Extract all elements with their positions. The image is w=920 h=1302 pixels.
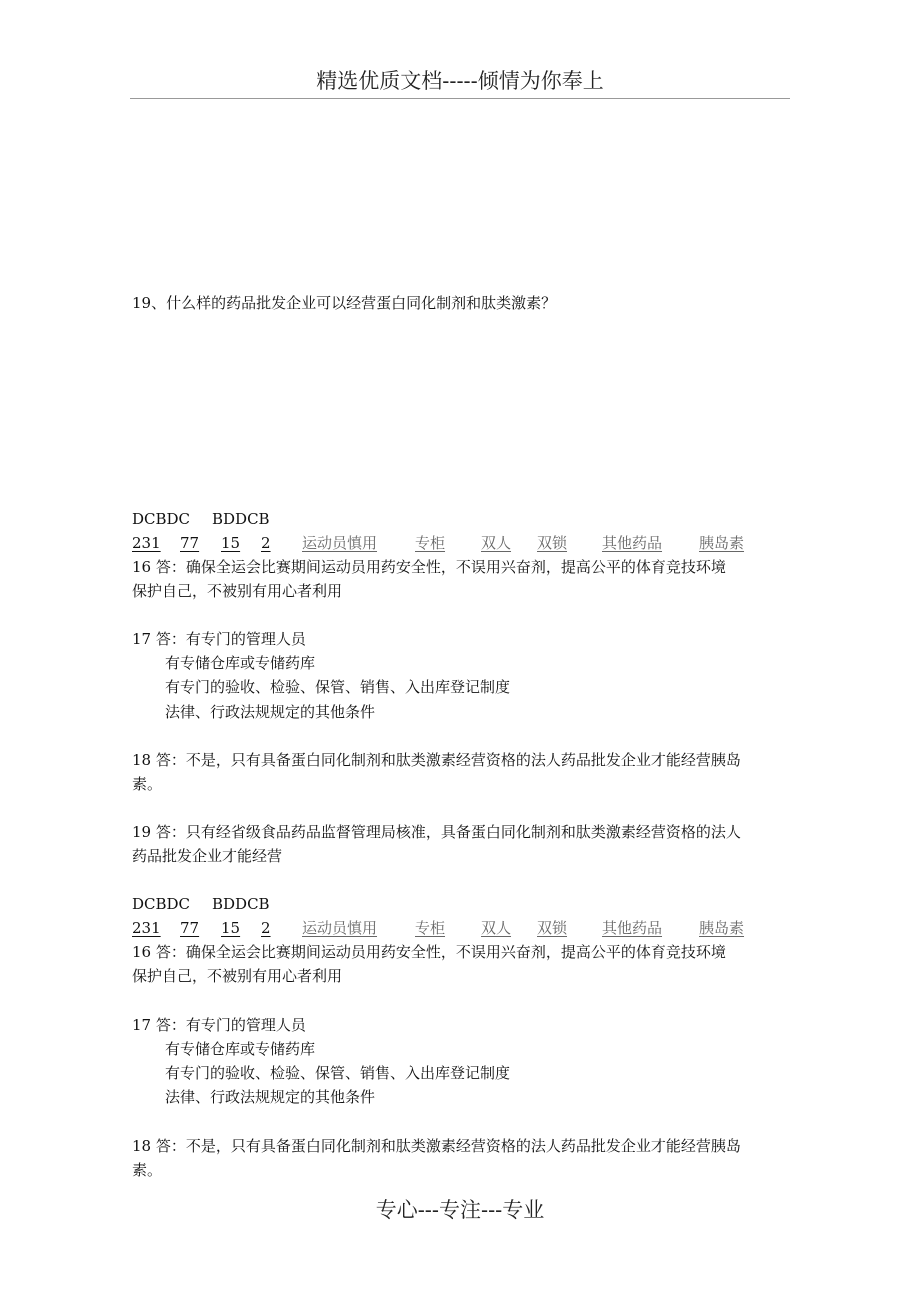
page-header: 精选优质文档-----倾情为你奉上 bbox=[130, 66, 790, 99]
answer-16-line: 保护自己，不被别有用心者利用 bbox=[132, 967, 343, 985]
fill-answer: 2 bbox=[261, 534, 271, 552]
fill-answer: 77 bbox=[180, 534, 200, 552]
answer-17-line: 17 答：有专门的管理人员 bbox=[132, 630, 306, 648]
answer-17-item: 法律、行政法规规定的其他条件 bbox=[165, 703, 376, 721]
fill-in-answers bbox=[132, 916, 782, 940]
answer-codes bbox=[132, 507, 432, 531]
answer-18-line: 素。 bbox=[132, 775, 163, 793]
fill-answer: 15 bbox=[221, 534, 241, 552]
answer-17-item: 有专储仓库或专储药库 bbox=[165, 654, 316, 672]
fill-answer: 其他药品 bbox=[602, 534, 663, 552]
fill-answer: 77 bbox=[180, 919, 200, 937]
answer-18-line: 18 答：不是，只有具备蛋白同化制剂和肽类激素经营资格的法人药品批发企业才能经营胰岛 bbox=[132, 1137, 741, 1155]
fill-answer: 运动员慎用 bbox=[302, 534, 378, 552]
fill-answer: 双人 bbox=[481, 534, 512, 552]
answer-18-line: 素。 bbox=[132, 1161, 163, 1179]
fill-answer: 胰岛素 bbox=[699, 534, 745, 552]
fill-answer: 15 bbox=[221, 919, 241, 937]
fill-answer: 双锁 bbox=[537, 919, 568, 937]
page-footer: 专心---专注---专业 bbox=[375, 1198, 545, 1222]
answer-code: BDDCB bbox=[212, 510, 270, 528]
answer-code: BDDCB bbox=[212, 895, 270, 913]
answer-16-line: 保护自己，不被别有用心者利用 bbox=[132, 582, 343, 600]
answer-17-line: 17 答：有专门的管理人员 bbox=[132, 1016, 306, 1034]
fill-answer: 专柜 bbox=[415, 534, 446, 552]
answer-17-item: 有专储仓库或专储药库 bbox=[165, 1040, 316, 1058]
fill-answer: 运动员慎用 bbox=[302, 919, 378, 937]
answer-16-line: 16 答：确保全运会比赛期间运动员用药安全性，不误用兴奋剂，提高公平的体育竞技环境 bbox=[132, 558, 726, 576]
fill-answer: 双人 bbox=[481, 919, 512, 937]
fill-answer: 胰岛素 bbox=[699, 919, 745, 937]
answer-18-line: 18 答：不是，只有具备蛋白同化制剂和肽类激素经营资格的法人药品批发企业才能经营胰岛 bbox=[132, 751, 741, 769]
fill-answer: 231 bbox=[132, 919, 161, 937]
question-19: 19、什么样的药品批发企业可以经营蛋白同化制剂和肽类激素？ bbox=[132, 294, 557, 312]
answer-16-line: 16 答：确保全运会比赛期间运动员用药安全性，不误用兴奋剂，提高公平的体育竞技环境 bbox=[132, 943, 726, 961]
answer-17-item: 有专门的验收、检验、保管、销售、入出库登记制度 bbox=[165, 1064, 511, 1082]
fill-answer: 231 bbox=[132, 534, 161, 552]
answer-19-line: 药品批发企业才能经营 bbox=[132, 847, 283, 865]
fill-answer: 专柜 bbox=[415, 919, 446, 937]
answer-codes bbox=[132, 892, 432, 916]
fill-in-answers bbox=[132, 531, 782, 555]
answer-17-item: 法律、行政法规规定的其他条件 bbox=[165, 1088, 376, 1106]
answer-code: DCBDC bbox=[132, 895, 191, 913]
fill-answer: 其他药品 bbox=[602, 919, 663, 937]
fill-answer: 双锁 bbox=[537, 534, 568, 552]
answer-19-line: 19 答：只有经省级食品药品监督管理局核准，具备蛋白同化制剂和肽类激素经营资格的法人 bbox=[132, 823, 741, 841]
fill-answer: 2 bbox=[261, 919, 271, 937]
answer-code: DCBDC bbox=[132, 510, 191, 528]
answer-17-item: 有专门的验收、检验、保管、销售、入出库登记制度 bbox=[165, 678, 511, 696]
